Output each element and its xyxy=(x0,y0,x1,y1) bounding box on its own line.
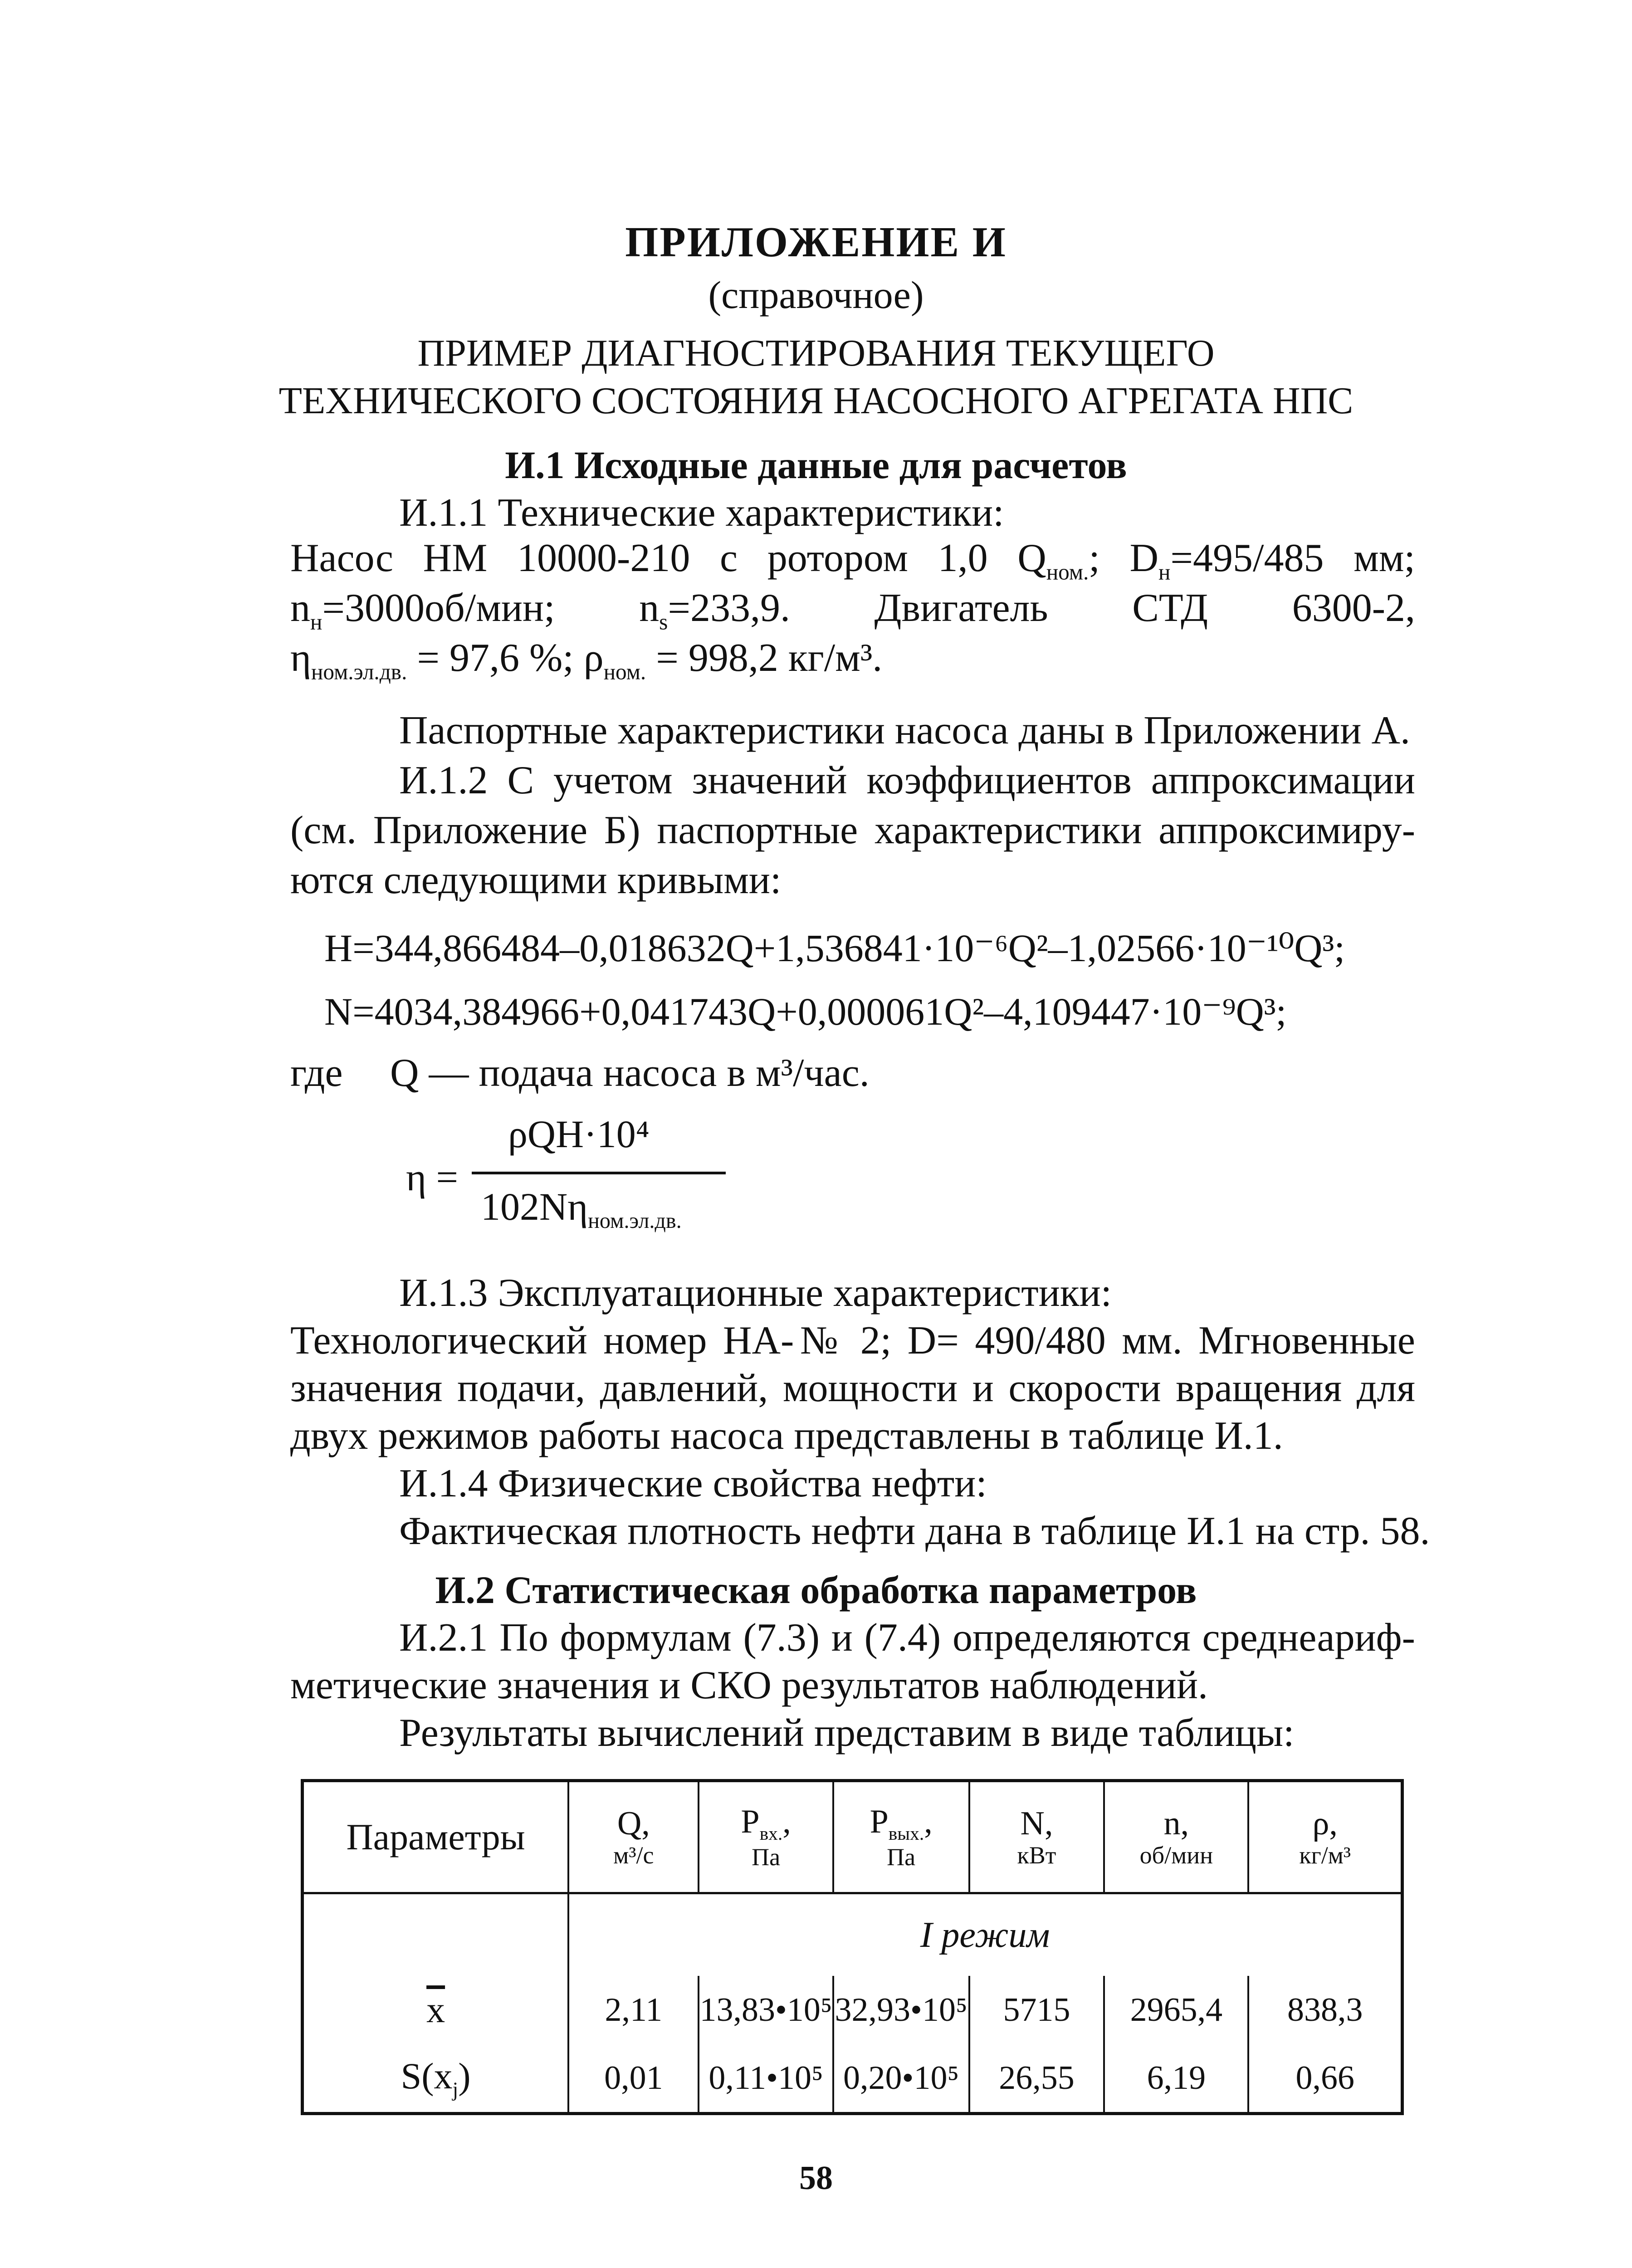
row-label-mean: $\overline{x}$ xyxy=(303,1976,569,2044)
section-1-title: И.1 Исходные данные для расчетов xyxy=(505,443,1127,487)
table-header-cell: Параметры xyxy=(303,1781,569,1893)
appendix-heading-line2: ТЕХНИЧЕСКОГО СОСТОЯНИЯ НАСОСНОГО АГРЕГАТА НПС xyxy=(279,380,1353,422)
formula-eta-fraction-bar xyxy=(472,1172,726,1174)
table-cell: 0,66 xyxy=(1248,2044,1402,2114)
table-mode-row xyxy=(303,1893,1402,1976)
formula-power-N: N=4034,384966+0,041743Q+0,000061Q²–4,109447·10⁻⁹Q³; xyxy=(324,990,1287,1033)
statistics-table xyxy=(301,1779,1404,2115)
table-header-cell: $P_{вых.}$, Па xyxy=(833,1781,969,1893)
table-cell: 2965,4 xyxy=(1104,1976,1248,2044)
table-cell: 0,01 xyxy=(568,2044,699,2114)
table-cell: 838,3 xyxy=(1248,1976,1402,2044)
paragraph-1-1-1-title: И.1.1 Технические характеристики: xyxy=(399,491,1004,535)
table-header-cell: n, об/мин xyxy=(1104,1781,1248,1893)
formula-eta-denominator: $102N\eta_{ном.эл.дв.}$ xyxy=(481,1185,682,1233)
paragraph-1-1-2-line3: ются следующими кривыми: xyxy=(290,858,782,902)
table-cell: 26,55 xyxy=(969,2044,1104,2114)
table-row xyxy=(303,1976,1402,2044)
appendix-subtitle: (справочное) xyxy=(708,273,924,317)
table-cell: 32,93•10⁵ xyxy=(833,1976,969,2044)
table-cell: 0,11•10⁵ xyxy=(699,2044,833,2114)
formula-head-H: H=344,866484–0,018632Q+1,536841·10⁻⁶Q²–1,02566·10⁻¹⁰Q³; xyxy=(324,926,1345,970)
paragraph-1-2-1-line2: метические значения и СКО результатов наблюдений. xyxy=(290,1663,1208,1707)
paragraph-1-1-3-title: И.1.3 Эксплуатационные характеристики: xyxy=(399,1271,1112,1315)
table-cell xyxy=(303,1893,569,1976)
paragraph-1-2-1-line1: И.2.1 По формулам (7.3) и (7.4) определяются среднеариф- xyxy=(399,1616,1415,1660)
table-cell: 5715 xyxy=(969,1976,1104,2044)
paragraph-1-1-2-line1: И.1.2 С учетом значений коэффициентов аппроксимации xyxy=(399,758,1415,802)
paragraph-1-1-4-title: И.1.4 Физические свойства нефти: xyxy=(399,1461,987,1505)
passport-note: Паспортные характеристики насоса даны в Приложении А. xyxy=(399,709,1411,753)
paragraph-1-1-3-line3: двух режимов работы насоса представлены в таблице И.1. xyxy=(290,1414,1283,1458)
appendix-heading-line1: ПРИМЕР ДИАГНОСТИРОВАНИЯ ТЕКУЩЕГО xyxy=(417,332,1215,374)
row-label-std: $S(x_j)$ xyxy=(303,2044,569,2114)
table-header-cell: N, кВт xyxy=(969,1781,1104,1893)
table-cell: 2,11 xyxy=(568,1976,699,2044)
page-number: 58 xyxy=(799,2160,833,2197)
appendix-title: ПРИЛОЖЕНИЕ И xyxy=(625,219,1007,266)
where-text: Q — подача насоса в м³/час. xyxy=(390,1051,870,1095)
table-cell: 0,20•10⁵ xyxy=(833,2044,969,2114)
mode-label: I режим xyxy=(568,1893,1402,1976)
section-2-title: И.2 Статистическая обработка параметров xyxy=(435,1568,1197,1612)
table-header-cell: Q, м³/с xyxy=(568,1781,699,1893)
paragraph-1-1-1-line3: $\eta_{ном.эл.дв.} = 97,6$ %; $\rho_{ном.} = 998,2$ кг/м³. xyxy=(290,636,883,684)
paragraph-1-1-4-text: Фактическая плотность нефти дана в таблице И.1 на стр. 58. xyxy=(399,1509,1430,1553)
table-header-cell: $P_{вх.}$, Па xyxy=(699,1781,833,1893)
paragraph-1-1-1-line1: Насос НМ 10000-210 с ротором 1,0 $Q_{ном.}$; $D_н=495/485$ мм; xyxy=(290,536,1415,585)
table-cell: 13,83•10⁵ xyxy=(699,1976,833,2044)
table-header-row xyxy=(303,1781,1402,1893)
where-label: где xyxy=(290,1051,343,1095)
formula-eta-lhs: η = xyxy=(406,1155,458,1199)
paragraph-1-1-3-line1: Технологический номер НА-№ 2; D= 490/480 мм. Мгновенные xyxy=(290,1319,1415,1363)
table-row xyxy=(303,2044,1402,2114)
results-intro: Результаты вычислений представим в виде таблицы: xyxy=(399,1711,1295,1755)
paragraph-1-1-1-line2: $n_н=3000об$/мин; $n_s=233,9$. Двигатель СТД 6300-2, xyxy=(290,586,1415,635)
table-header-cell: ρ, кг/м³ xyxy=(1248,1781,1402,1893)
paragraph-1-1-3-line2: значения подачи, давлений, мощности и скорости вращения для xyxy=(290,1366,1415,1410)
formula-eta-numerator: ρQH·10⁴ xyxy=(508,1112,650,1156)
paragraph-1-1-2-line2: (см. Приложение Б) паспортные характеристики аппроксимиру- xyxy=(290,808,1415,852)
table-cell: 6,19 xyxy=(1104,2044,1248,2114)
